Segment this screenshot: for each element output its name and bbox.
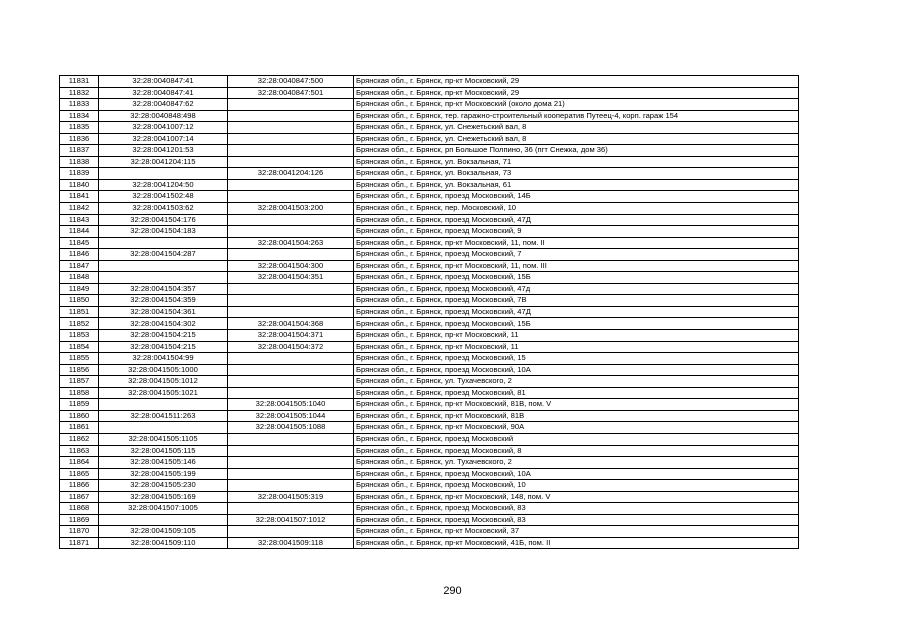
table-row <box>60 433 799 445</box>
cadastral-number-cell: 32:28:0040847:41 <box>99 87 228 99</box>
cadastral-number-2-cell <box>228 156 354 168</box>
cadastral-number-2-cell <box>228 387 354 399</box>
table-row <box>60 133 799 145</box>
cadastral-number-cell: 32:28:0041502:48 <box>99 191 228 203</box>
cadastral-number-2-cell <box>228 99 354 111</box>
cadastral-number-2-cell <box>228 445 354 457</box>
address-cell: Брянская обл., г. Брянск, ул. Вокзальная, 73 <box>354 168 799 180</box>
cadastral-number-2-cell: 32:28:0040847:500 <box>228 76 354 88</box>
table-row <box>60 491 799 503</box>
cadastral-number-cell: 32:28:0041505:169 <box>99 491 228 503</box>
address-cell: Брянская обл., г. Брянск, пр-кт Московский, 11 <box>354 330 799 342</box>
table-row <box>60 179 799 191</box>
address-cell: Брянская обл., г. Брянск, проезд Московский, 7 <box>354 249 799 261</box>
table-row <box>60 214 799 226</box>
table-row <box>60 145 799 157</box>
row-number-cell: 11844 <box>60 226 99 238</box>
cadastral-number-2-cell <box>228 295 354 307</box>
table-row <box>60 457 799 469</box>
cadastral-number-cell: 32:28:0041505:115 <box>99 445 228 457</box>
table-row <box>60 156 799 168</box>
cadastral-number-cell: 32:28:0041504:302 <box>99 318 228 330</box>
row-number-cell: 11869 <box>60 514 99 526</box>
table-row <box>60 260 799 272</box>
cadastral-number-cell: 32:28:0041201:53 <box>99 145 228 157</box>
address-cell: Брянская обл., г. Брянск, пр-кт Московский, 148, пом. V <box>354 491 799 503</box>
row-number-cell: 11852 <box>60 318 99 330</box>
cadastral-number-cell <box>99 514 228 526</box>
cadastral-number-2-cell: 32:28:0041504:371 <box>228 330 354 342</box>
table-row <box>60 99 799 111</box>
row-number-cell: 11871 <box>60 537 99 549</box>
row-number-cell: 11861 <box>60 422 99 434</box>
table-row <box>60 283 799 295</box>
cadastral-number-2-cell: 32:28:0041504:300 <box>228 260 354 272</box>
row-number-cell: 11848 <box>60 272 99 284</box>
address-cell: Брянская обл., г. Брянск, ул. Вокзальная, 61 <box>354 179 799 191</box>
table-row <box>60 353 799 365</box>
cadastral-number-2-cell <box>228 191 354 203</box>
cadastral-number-2-cell <box>228 433 354 445</box>
cadastral-number-2-cell: 32:28:0041509:118 <box>228 537 354 549</box>
address-cell: Брянская обл., г. Брянск, ул. Тухачевского, 2 <box>354 376 799 388</box>
cadastral-number-cell: 32:28:0041504:183 <box>99 226 228 238</box>
address-cell: Брянская обл., г. Брянск, проезд Московский, 10А <box>354 468 799 480</box>
row-number-cell: 11865 <box>60 468 99 480</box>
cadastral-number-2-cell: 32:28:0041505:1040 <box>228 399 354 411</box>
row-number-cell: 11846 <box>60 249 99 261</box>
cadastral-number-cell: 32:28:0041511:263 <box>99 410 228 422</box>
cadastral-number-cell: 32:28:0041505:199 <box>99 468 228 480</box>
address-cell: Брянская обл., г. Брянск, пр-кт Московский, 11 <box>354 341 799 353</box>
registry-table-body <box>60 76 799 549</box>
address-cell: Брянская обл., г. Брянск, проезд Московский, 10А <box>354 364 799 376</box>
address-cell: Брянская обл., г. Брянск, проезд Московский, 47д <box>354 283 799 295</box>
row-number-cell: 11847 <box>60 260 99 272</box>
row-number-cell: 11838 <box>60 156 99 168</box>
address-cell: Брянская обл., г. Брянск, ул. Снежетьский вал, 8 <box>354 133 799 145</box>
row-number-cell: 11863 <box>60 445 99 457</box>
row-number-cell: 11855 <box>60 353 99 365</box>
address-cell: Брянская обл., г. Брянск, пр-кт Московский, 90А <box>354 422 799 434</box>
cadastral-number-cell: 32:28:0040847:41 <box>99 76 228 88</box>
cadastral-number-2-cell <box>228 226 354 238</box>
row-number-cell: 11862 <box>60 433 99 445</box>
table-row <box>60 272 799 284</box>
table-row <box>60 295 799 307</box>
table-row <box>60 410 799 422</box>
row-number-cell: 11832 <box>60 87 99 99</box>
address-cell: Брянская обл., г. Брянск, проезд Московский, 15Б <box>354 318 799 330</box>
table-row <box>60 318 799 330</box>
cadastral-number-cell: 32:28:0041204:50 <box>99 179 228 191</box>
table-row <box>60 237 799 249</box>
cadastral-number-2-cell <box>228 364 354 376</box>
address-cell: Брянская обл., г. Брянск, пр-кт Московский, 41Б, пом. II <box>354 537 799 549</box>
row-number-cell: 11860 <box>60 410 99 422</box>
row-number-cell: 11853 <box>60 330 99 342</box>
cadastral-number-cell: 32:28:0041504:215 <box>99 341 228 353</box>
row-number-cell: 11839 <box>60 168 99 180</box>
table-row <box>60 122 799 134</box>
cadastral-number-2-cell <box>228 480 354 492</box>
cadastral-number-cell <box>99 399 228 411</box>
cadastral-number-2-cell <box>228 110 354 122</box>
cadastral-number-cell: 32:28:0041504:287 <box>99 249 228 261</box>
row-number-cell: 11868 <box>60 503 99 515</box>
row-number-cell: 11850 <box>60 295 99 307</box>
address-cell: Брянская обл., г. Брянск, проезд Московский <box>354 433 799 445</box>
row-number-cell: 11834 <box>60 110 99 122</box>
address-cell: Брянская обл., г. Брянск, проезд Московский, 83 <box>354 503 799 515</box>
cadastral-number-cell: 32:28:0041504:99 <box>99 353 228 365</box>
address-cell: Брянская обл., г. Брянск, ул. Снежетьский вал, 8 <box>354 122 799 134</box>
address-cell: Брянская обл., г. Брянск, тер. гаражно-строительный кооператив Путеец-4, корп. гараж 154 <box>354 110 799 122</box>
address-cell: Брянская обл., г. Брянск, пр-кт Московский, 29 <box>354 87 799 99</box>
cadastral-number-cell: 32:28:0041504:176 <box>99 214 228 226</box>
cadastral-number-cell: 32:28:0041505:230 <box>99 480 228 492</box>
row-number-cell: 11864 <box>60 457 99 469</box>
cadastral-number-cell: 32:28:0040848:498 <box>99 110 228 122</box>
address-cell: Брянская обл., г. Брянск, пр-кт Московский, 11, пом. II <box>354 237 799 249</box>
cadastral-number-cell: 32:28:0041007:12 <box>99 122 228 134</box>
cadastral-number-2-cell <box>228 457 354 469</box>
row-number-cell: 11836 <box>60 133 99 145</box>
row-number-cell: 11835 <box>60 122 99 134</box>
table-row <box>60 526 799 538</box>
cadastral-number-cell: 32:28:0041505:1000 <box>99 364 228 376</box>
cadastral-number-cell: 32:28:0041503:62 <box>99 203 228 215</box>
table-row <box>60 87 799 99</box>
cadastral-number-2-cell <box>228 133 354 145</box>
address-cell: Брянская обл., г. Брянск, проезд Московский, 8 <box>354 445 799 457</box>
cadastral-number-2-cell: 32:28:0041504:351 <box>228 272 354 284</box>
address-cell: Брянская обл., г. Брянск, пр-кт Московский, 29 <box>354 76 799 88</box>
cadastral-number-2-cell <box>228 249 354 261</box>
cadastral-number-cell: 32:28:0041504:359 <box>99 295 228 307</box>
table-row <box>60 341 799 353</box>
cadastral-number-2-cell <box>228 145 354 157</box>
address-cell: Брянская обл., г. Брянск, проезд Московский, 15Б <box>354 272 799 284</box>
address-cell: Брянская обл., г. Брянск, пр-кт Московский, 81В <box>354 410 799 422</box>
table-row <box>60 445 799 457</box>
cadastral-number-2-cell <box>228 214 354 226</box>
address-cell: Брянская обл., г. Брянск, проезд Московский, 15 <box>354 353 799 365</box>
address-cell: Брянская обл., г. Брянск, ул. Вокзальная, 71 <box>354 156 799 168</box>
cadastral-number-cell: 32:28:0040847:62 <box>99 99 228 111</box>
address-cell: Брянская обл., г. Брянск, пр-кт Московский, 37 <box>354 526 799 538</box>
table-row <box>60 330 799 342</box>
address-cell: Брянская обл., г. Брянск, проезд Московский, 9 <box>354 226 799 238</box>
cadastral-number-2-cell <box>228 122 354 134</box>
cadastral-number-2-cell: 32:28:0041504:368 <box>228 318 354 330</box>
row-number-cell: 11867 <box>60 491 99 503</box>
cadastral-number-cell <box>99 272 228 284</box>
row-number-cell: 11854 <box>60 341 99 353</box>
address-cell: Брянская обл., г. Брянск, проезд Московский, 81 <box>354 387 799 399</box>
table-row <box>60 226 799 238</box>
table-row <box>60 399 799 411</box>
row-number-cell: 11831 <box>60 76 99 88</box>
row-number-cell: 11851 <box>60 306 99 318</box>
table-row <box>60 480 799 492</box>
cadastral-number-2-cell <box>228 283 354 295</box>
cadastral-number-cell: 32:28:0041504:215 <box>99 330 228 342</box>
cadastral-number-cell: 32:28:0041505:146 <box>99 457 228 469</box>
table-row <box>60 203 799 215</box>
table-row <box>60 468 799 480</box>
cadastral-number-cell: 32:28:0041504:357 <box>99 283 228 295</box>
cadastral-number-2-cell: 32:28:0041504:263 <box>228 237 354 249</box>
row-number-cell: 11841 <box>60 191 99 203</box>
table-row <box>60 387 799 399</box>
address-cell: Брянская обл., г. Брянск, проезд Московский, 47Д <box>354 214 799 226</box>
address-cell: Брянская обл., г. Брянск, проезд Московский, 47Д <box>354 306 799 318</box>
cadastral-number-2-cell: 32:28:0040847:501 <box>228 87 354 99</box>
table-row <box>60 503 799 515</box>
cadastral-number-2-cell: 32:28:0041507:1012 <box>228 514 354 526</box>
row-number-cell: 11842 <box>60 203 99 215</box>
table-row <box>60 364 799 376</box>
table-row <box>60 514 799 526</box>
cadastral-number-cell: 32:28:0041505:1012 <box>99 376 228 388</box>
address-cell: Брянская обл., г. Брянск, проезд Московский, 14Б <box>354 191 799 203</box>
table-row <box>60 110 799 122</box>
row-number-cell: 11857 <box>60 376 99 388</box>
row-number-cell: 11837 <box>60 145 99 157</box>
cadastral-number-cell: 32:28:0041204:115 <box>99 156 228 168</box>
cadastral-number-2-cell: 32:28:0041505:1088 <box>228 422 354 434</box>
cadastral-number-cell <box>99 260 228 272</box>
row-number-cell: 11845 <box>60 237 99 249</box>
row-number-cell: 11856 <box>60 364 99 376</box>
row-number-cell: 11859 <box>60 399 99 411</box>
row-number-cell: 11858 <box>60 387 99 399</box>
cadastral-number-2-cell <box>228 306 354 318</box>
address-cell: Брянская обл., г. Брянск, пер. Московский, 10 <box>354 203 799 215</box>
cadastral-number-cell <box>99 422 228 434</box>
row-number-cell: 11849 <box>60 283 99 295</box>
row-number-cell: 11843 <box>60 214 99 226</box>
cadastral-number-cell: 32:28:0041007:14 <box>99 133 228 145</box>
table-row <box>60 422 799 434</box>
table-row <box>60 249 799 261</box>
address-cell: Брянская обл., г. Брянск, проезд Московский, 7В <box>354 295 799 307</box>
table-row <box>60 76 799 88</box>
cadastral-number-2-cell <box>228 179 354 191</box>
registry-table <box>59 75 799 549</box>
table-row <box>60 306 799 318</box>
page-number: 290 <box>443 585 462 597</box>
address-cell: Брянская обл., г. Брянск, проезд Московский, 83 <box>354 514 799 526</box>
cadastral-number-cell: 32:28:0041507:1005 <box>99 503 228 515</box>
address-cell: Брянская обл., г. Брянск, пр-кт Московский, 11, пом. III <box>354 260 799 272</box>
cadastral-number-2-cell <box>228 376 354 388</box>
table-row <box>60 168 799 180</box>
cadastral-number-2-cell: 32:28:0041504:372 <box>228 341 354 353</box>
row-number-cell: 11866 <box>60 480 99 492</box>
cadastral-number-2-cell <box>228 353 354 365</box>
cadastral-number-cell: 32:28:0041504:361 <box>99 306 228 318</box>
address-cell: Брянская обл., г. Брянск, ул. Тухачевского, 2 <box>354 457 799 469</box>
cadastral-number-2-cell <box>228 526 354 538</box>
table-row <box>60 537 799 549</box>
cadastral-number-cell: 32:28:0041505:1105 <box>99 433 228 445</box>
cadastral-number-2-cell: 32:28:0041503:200 <box>228 203 354 215</box>
cadastral-number-2-cell <box>228 503 354 515</box>
address-cell: Брянская обл., г. Брянск, пр-кт Московский (около дома 21) <box>354 99 799 111</box>
cadastral-number-2-cell: 32:28:0041505:319 <box>228 491 354 503</box>
table-row <box>60 191 799 203</box>
cadastral-number-cell: 32:28:0041505:1021 <box>99 387 228 399</box>
table-row <box>60 376 799 388</box>
row-number-cell: 11833 <box>60 99 99 111</box>
row-number-cell: 11840 <box>60 179 99 191</box>
row-number-cell: 11870 <box>60 526 99 538</box>
cadastral-number-cell: 32:28:0041509:105 <box>99 526 228 538</box>
address-cell: Брянская обл., г. Брянск, проезд Московский, 10 <box>354 480 799 492</box>
cadastral-number-cell: 32:28:0041509:110 <box>99 537 228 549</box>
cadastral-number-cell <box>99 168 228 180</box>
cadastral-number-2-cell: 32:28:0041505:1044 <box>228 410 354 422</box>
cadastral-number-2-cell: 32:28:0041204:126 <box>228 168 354 180</box>
address-cell: Брянская обл., г. Брянск, пр-кт Московский, 81В, пом. V <box>354 399 799 411</box>
address-cell: Брянская обл., г. Брянск, рп Большое Полпино, 36 (пгт Снежка, дом 36) <box>354 145 799 157</box>
cadastral-number-2-cell <box>228 468 354 480</box>
cadastral-number-cell <box>99 237 228 249</box>
